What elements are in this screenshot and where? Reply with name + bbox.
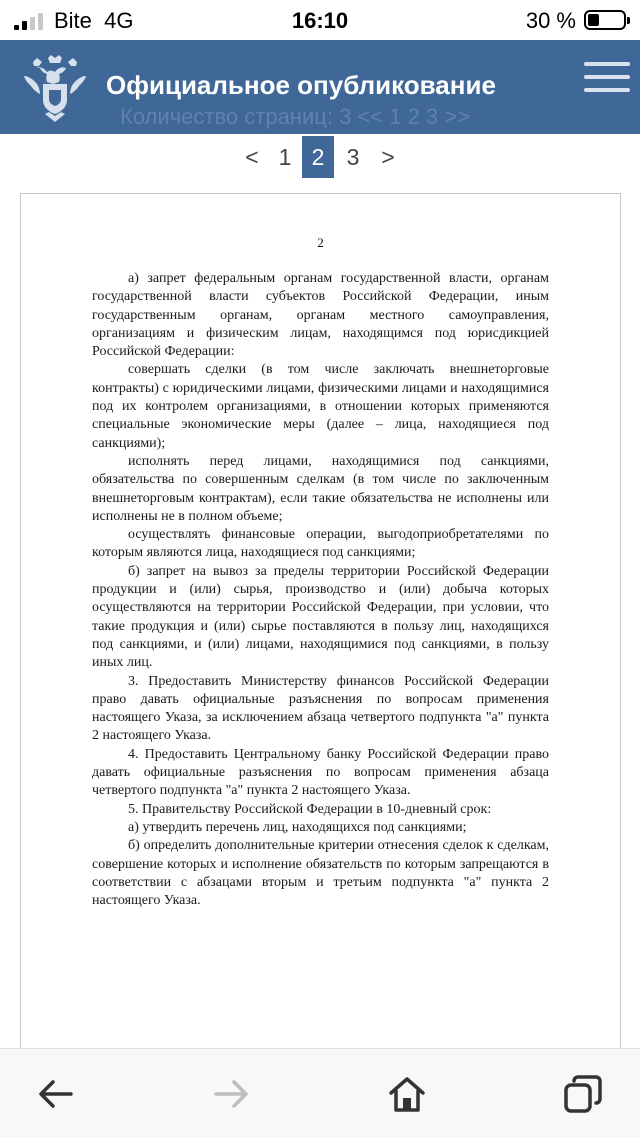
tabs-icon[interactable]: [562, 1073, 604, 1115]
home-icon[interactable]: [386, 1073, 428, 1115]
document-paragraph: б) запрет на вывоз за пределы территории Российской Федерации продукции и (или) сырья, производство и (или) добыча которых осуществляются на территории Российской Федерации, при условии, что такие продукция и (или) сырье поставляются в пользу лиц, находящихся под санкциями, и (или) лицами, находящимися под санкциями, в пользу иных лиц.: [92, 563, 549, 671]
battery-icon: [584, 10, 626, 30]
forward-arrow-icon[interactable]: [210, 1073, 252, 1115]
site-title[interactable]: Официальное опубликование: [106, 70, 496, 100]
page-link-2-current[interactable]: 2: [302, 136, 334, 178]
document-paragraph: 4. Предоставить Центральному банку Российской Федерации право давать официальные разъяснения по вопросам применения абзаца четвертого подпункта "а" пункта 2 настоящего Указа.: [92, 746, 549, 799]
page-link-1[interactable]: 1: [278, 144, 292, 170]
network-type: 4G: [104, 8, 134, 33]
browser-toolbar: [0, 1048, 640, 1137]
hamburger-menu-icon[interactable]: [584, 60, 630, 94]
document-paragraph: 5. Правительству Российской Федерации в 10-дневный срок:: [128, 801, 492, 817]
pagination: [0, 134, 640, 180]
page-link-3[interactable]: 3: [346, 144, 360, 170]
document-paragraph: осуществлять финансовые операции, выгодоприобретателями по которым являются лица, находящиеся под санкциями;: [92, 527, 549, 561]
status-time: 16:10: [291, 8, 349, 33]
next-page-button[interactable]: >: [381, 144, 395, 170]
battery-percent: 30 %: [525, 8, 576, 33]
document-paragraph: а) запрет федеральным органам государственной власти, органам государственной власти субъектов Российской Федерации, иным государственным органам, органам местного самоуправления, организациям и физическим лицам, находящимся под юрисдикцией Российской Федерации:: [92, 271, 549, 360]
scrolled-page-count-text: Количество страниц: 3 << 1 2 3 >>: [120, 104, 470, 129]
document-paragraph: исполнять перед лицами, находящимися под санкциями, обязательства по совершенным сделкам (в том числе по заключенным внешнеторговым контрактам), если такие обязательства не исполнены или исполнены не в полном объеме;: [92, 453, 549, 524]
coat-of-arms-icon[interactable]: [22, 54, 88, 124]
back-arrow-icon[interactable]: [35, 1073, 77, 1115]
document-page-number: 2: [317, 235, 324, 250]
prev-page-button[interactable]: <: [245, 144, 259, 170]
document-paragraph: б) определить дополнительные критерии отнесения сделок к сделкам, совершение которых и исполнение обязательств по которым запрещаются в соответствии с абзацами вторым и третьим подпункта "а" пункта 2 настоящего Указа.: [92, 838, 549, 909]
status-bar: [0, 0, 640, 40]
document-paragraph: а) утвердить перечень лиц, находящихся под санкциями;: [128, 819, 467, 835]
document-paragraph: совершать сделки (в том числе заключать внешнеторговые контракты) с юридическими лицами, физическими лицами и находящимися под их контролем организациями, в отношении которых применяются специальные экономические меры (далее – лица, находящиеся под санкциями);: [92, 362, 549, 451]
document-page[interactable]: [20, 193, 621, 1075]
document-paragraph: 3. Предоставить Министерству финансов Российской Федерации право давать официальные разъяснения по вопросам применения настоящего Указа, за исключением абзаца четвертого подпункта "а" пункта 2 настоящего Указа.: [92, 673, 549, 744]
carrier-label: Bite: [54, 8, 92, 33]
document-text: [92, 270, 549, 910]
site-header: [0, 40, 640, 134]
